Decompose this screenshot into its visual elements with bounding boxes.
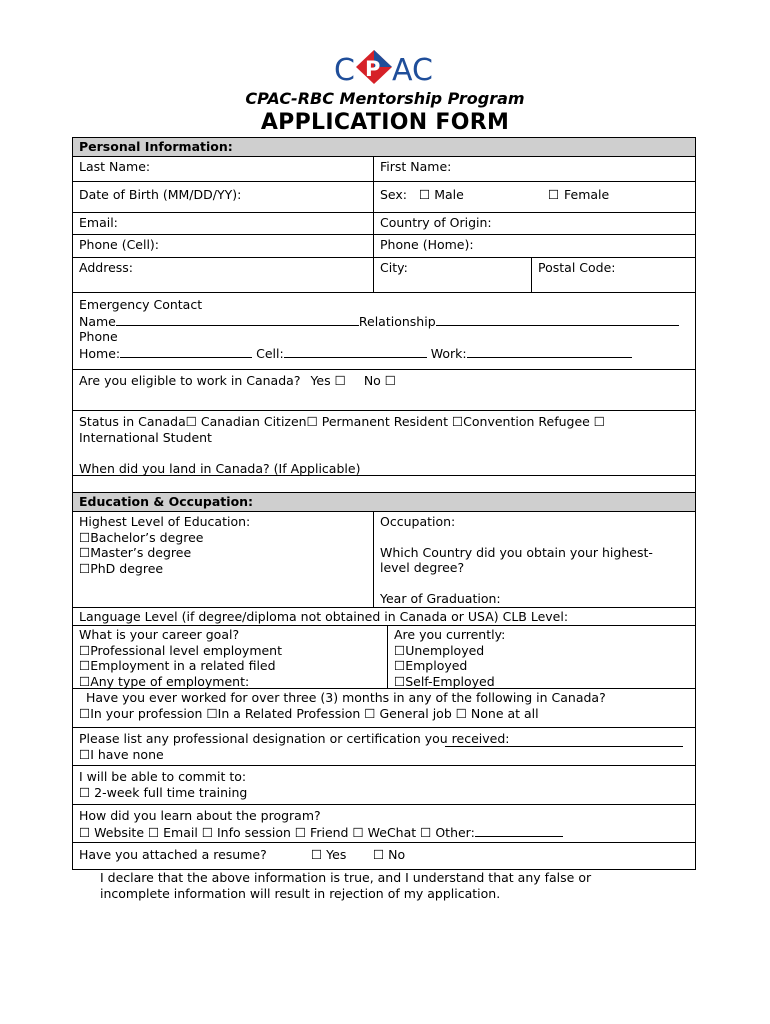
row-career xyxy=(73,626,695,689)
status-block xyxy=(73,411,695,475)
designation-question: Please list any professional designation or certification you received: xyxy=(79,731,510,746)
row-status xyxy=(73,411,695,476)
country-of-origin-field[interactable]: Country of Origin: xyxy=(373,213,695,234)
logo-letters-ac: AC xyxy=(392,53,433,86)
row-address xyxy=(73,258,695,293)
commit-label: I will be able to commit to: xyxy=(79,769,247,784)
career-goal-label: What is your career goal? xyxy=(79,627,240,642)
declaration-line-1: I declare that the above information is true, and I understand that any false or xyxy=(100,870,592,885)
row-spacer xyxy=(73,476,695,493)
emergency-phone-label: Phone xyxy=(79,329,118,344)
logo-letter-p: P xyxy=(365,57,381,81)
master-option[interactable]: ☐Master’s degree xyxy=(79,545,192,560)
row-email-country xyxy=(73,213,695,235)
currently-label: Are you currently: xyxy=(394,627,506,642)
section-education-occupation: Education & Occupation: xyxy=(73,493,695,512)
employed-option[interactable]: ☐Employed xyxy=(394,658,468,673)
worked-question: Have you ever worked for over three (3) months in any of the following in Canada? xyxy=(86,690,606,705)
emergency-contact-title: Emergency Contact xyxy=(79,297,203,312)
first-name-field[interactable]: First Name: xyxy=(373,157,695,181)
goal-any-option[interactable]: ☐Any type of employment: xyxy=(79,673,250,689)
eligibility-question xyxy=(73,370,695,410)
emergency-work-blank[interactable] xyxy=(467,345,632,358)
eligibility-yes-label: Yes xyxy=(310,373,331,388)
sex-label: Sex: xyxy=(380,187,408,202)
female-label: Female xyxy=(564,187,610,202)
eligibility-yes-checkbox[interactable]: ☐ xyxy=(334,373,346,388)
email-field[interactable]: Email: xyxy=(79,215,118,230)
emergency-cell-label: Cell: xyxy=(256,345,284,361)
row-names xyxy=(73,157,695,182)
row-phones xyxy=(73,235,695,258)
learn-question: How did you learn about the program? xyxy=(79,808,321,823)
employment-status-block xyxy=(387,626,695,688)
goal-related-option[interactable]: ☐Employment in a related filed xyxy=(79,658,276,673)
designation-none-option[interactable]: ☐I have none xyxy=(79,746,164,762)
row-language xyxy=(73,608,695,626)
row-referral xyxy=(73,805,695,843)
worked-options[interactable]: ☐In your profession ☐In a Related Profession ☐ General job ☐ None at all xyxy=(79,705,539,721)
emergency-relationship-label: Relationship xyxy=(358,313,436,329)
learn-options xyxy=(79,824,689,841)
emergency-name-label: Name xyxy=(79,313,116,329)
program-title: CPAC-RBC Mentorship Program xyxy=(245,89,525,108)
other-blank[interactable] xyxy=(475,824,563,837)
resume-yes-option[interactable]: ☐ Yes xyxy=(311,847,347,862)
emergency-home-blank[interactable] xyxy=(120,345,252,358)
address-field[interactable]: Address: xyxy=(79,260,133,275)
occupation-field[interactable]: Occupation: xyxy=(380,514,456,529)
male-checkbox[interactable]: ☐ xyxy=(419,187,431,202)
city-field[interactable]: City: xyxy=(373,258,531,292)
training-option[interactable]: ☐ 2-week full time training xyxy=(79,784,248,800)
row-work-experience xyxy=(73,689,695,728)
emergency-cell-blank[interactable] xyxy=(284,345,427,358)
male-label: Male xyxy=(434,187,464,202)
postal-code-field[interactable]: Postal Code: xyxy=(531,258,695,292)
emergency-work-label: Work: xyxy=(430,345,467,361)
emergency-contact-block xyxy=(73,293,695,369)
dob-field[interactable]: Date of Birth (MM/DD/YY): xyxy=(79,187,242,202)
resume-question: Have you attached a resume? xyxy=(79,847,267,862)
declaration xyxy=(100,870,660,902)
status-options-line1[interactable]: Status in Canada☐ Canadian Citizen☐ Permanent Resident ☐Convention Refugee ☐ xyxy=(79,414,606,429)
logo-letter-c: C xyxy=(334,53,355,86)
emergency-name-blank[interactable] xyxy=(116,313,359,326)
last-name-field[interactable]: Last Name: xyxy=(79,159,151,174)
row-designation xyxy=(73,728,695,766)
phd-option[interactable]: ☐PhD degree xyxy=(79,560,164,576)
row-eligibility xyxy=(73,370,695,411)
row-commitment xyxy=(73,766,695,805)
resume-block xyxy=(73,843,695,869)
career-goal-block xyxy=(73,626,387,688)
referral-block xyxy=(73,805,695,842)
sex-field xyxy=(373,182,695,212)
row-dob-sex xyxy=(73,182,695,213)
emergency-relationship-blank[interactable] xyxy=(436,313,679,326)
goal-professional-option[interactable]: ☐Professional level employment xyxy=(79,642,283,658)
eligibility-no-checkbox[interactable]: ☐ xyxy=(384,373,397,388)
designation-block xyxy=(73,728,695,765)
bachelor-option[interactable]: ☐Bachelor’s degree xyxy=(79,529,204,545)
eligibility-no-label: No xyxy=(363,373,381,388)
learn-options-text[interactable]: ☐ Website ☐ Email ☐ Info session ☐ Friend ☐ WeChat ☐ Other: xyxy=(79,824,475,840)
designation-blank[interactable] xyxy=(445,734,683,747)
degree-country-question-1[interactable]: Which Country did you obtain your highest- xyxy=(380,544,653,560)
self-employed-option[interactable]: ☐Self-Employed xyxy=(394,673,495,689)
application-form xyxy=(72,137,696,870)
work-experience-block xyxy=(73,689,695,727)
declaration-line-2: incomplete information will result in rejection of my application. xyxy=(100,886,501,901)
unemployed-option[interactable]: ☐Unemployed xyxy=(394,642,485,658)
phone-home-field[interactable]: Phone (Home): xyxy=(373,235,695,257)
education-level-block xyxy=(73,512,373,607)
graduation-year-field[interactable]: Year of Graduation: xyxy=(380,590,501,606)
row-resume xyxy=(73,843,695,869)
row-emergency-contact xyxy=(73,293,695,370)
row-education xyxy=(73,512,695,608)
highest-education-label: Highest Level of Education: xyxy=(79,514,251,529)
phone-cell-field[interactable]: Phone (Cell): xyxy=(79,237,160,252)
commitment-block xyxy=(73,766,695,804)
emergency-phone-line xyxy=(79,345,689,362)
resume-no-option[interactable]: ☐ No xyxy=(373,847,406,862)
language-level-field[interactable]: Language Level (if degree/diploma not obtained in Canada or USA) CLB Level: xyxy=(79,609,569,624)
eligibility-label: Are you eligible to work in Canada? xyxy=(79,373,301,388)
landed-question[interactable]: When did you land in Canada? (If Applicable) xyxy=(79,461,361,476)
emergency-home-label: Home: xyxy=(79,345,121,361)
emergency-name-line xyxy=(79,313,689,330)
section-personal-information: Personal Information: xyxy=(73,138,695,157)
form-title: APPLICATION FORM xyxy=(260,110,510,135)
degree-country-question-2[interactable]: level degree? xyxy=(380,560,465,575)
female-checkbox[interactable]: ☐ xyxy=(548,187,560,202)
status-options-line2[interactable]: International Student xyxy=(79,429,212,445)
occupation-block xyxy=(373,512,695,607)
cpac-logo xyxy=(334,48,438,86)
